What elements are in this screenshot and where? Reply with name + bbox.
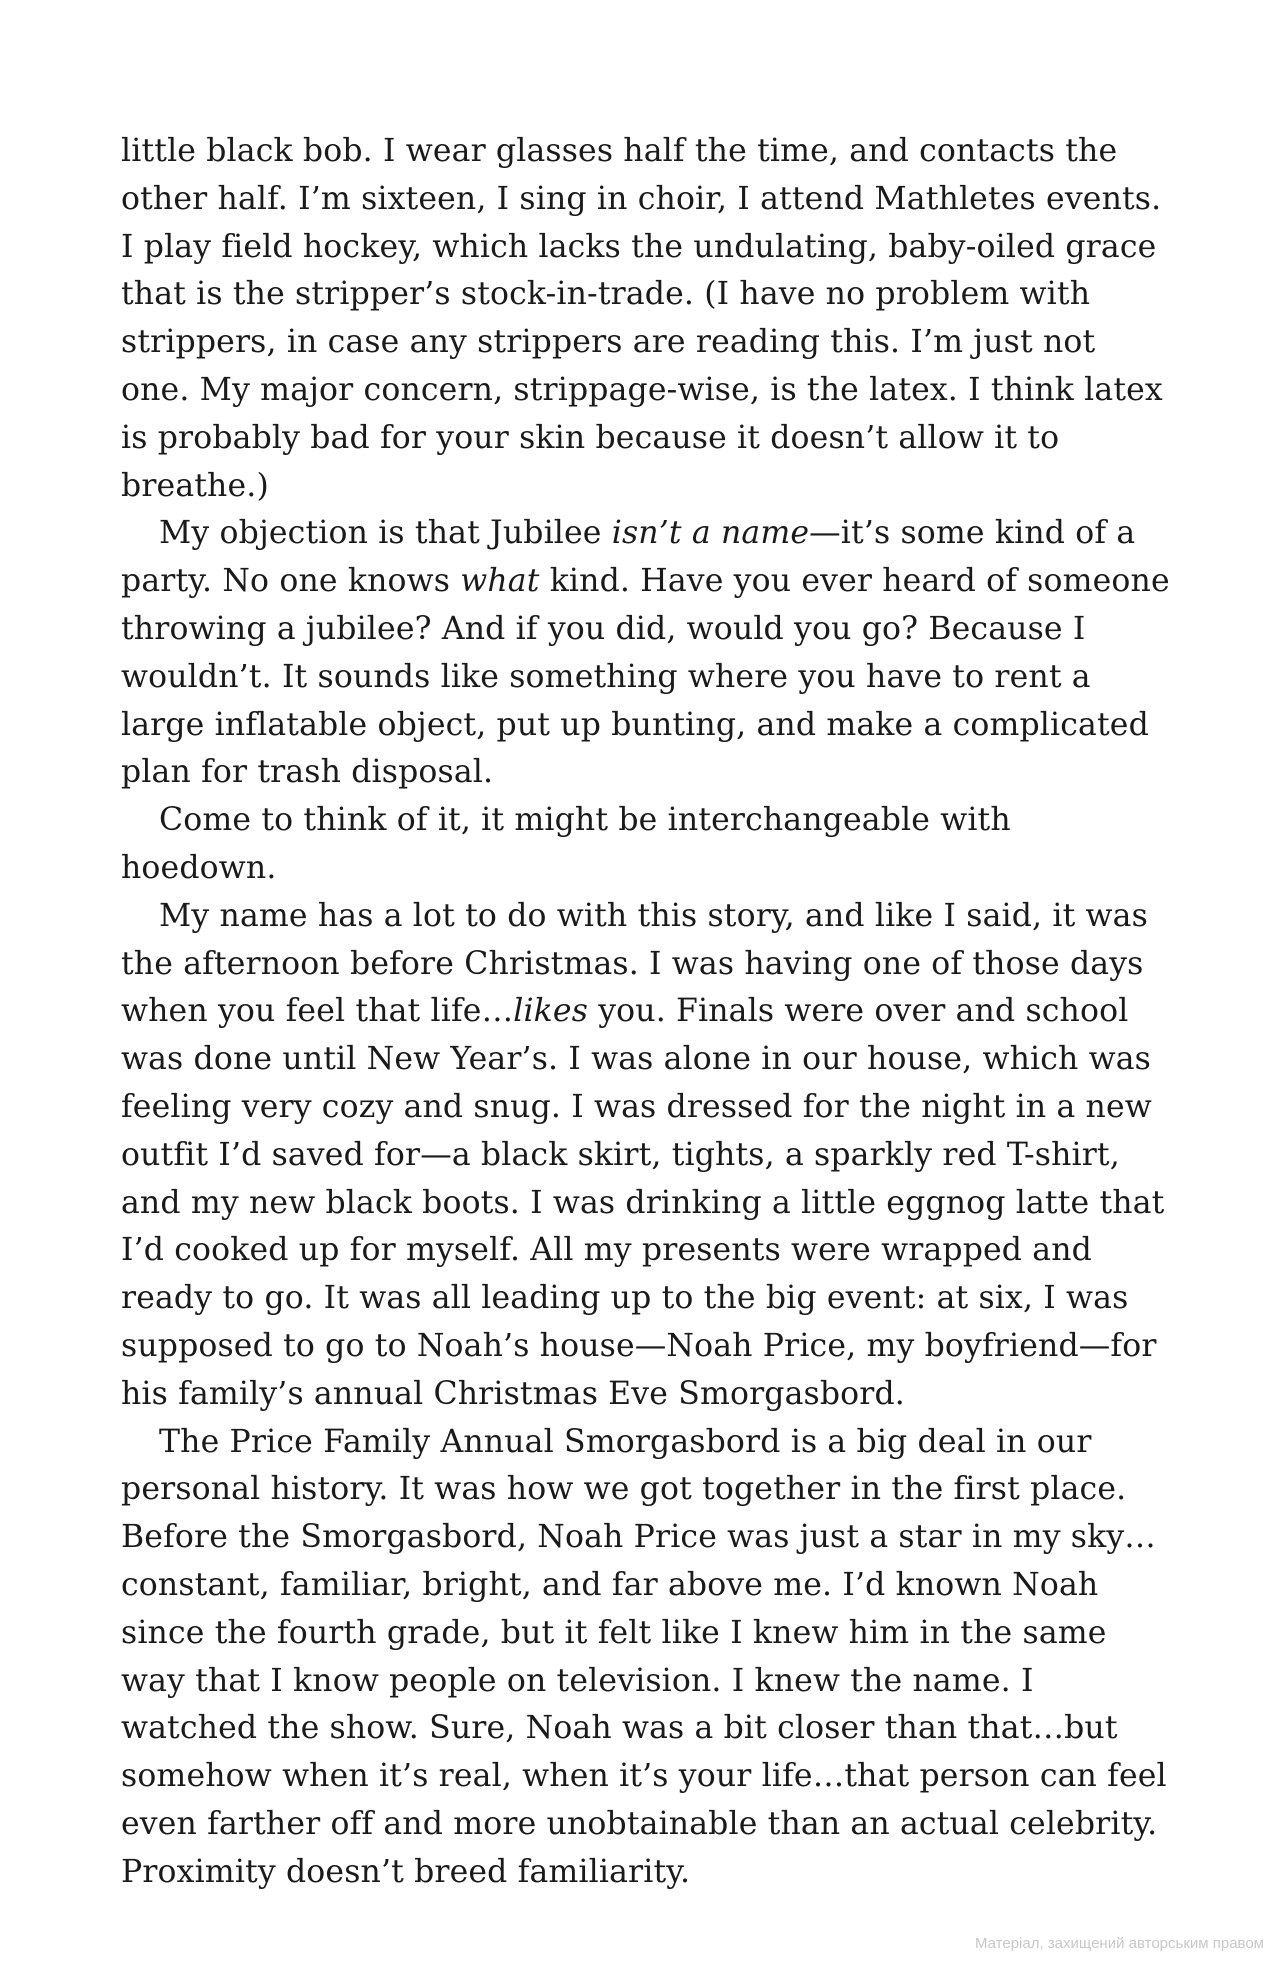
paragraph-2-run-5: kind. Have you ever heard of someone throwing a jubilee? And if you did, would you go? Because I wouldn’t. It sounds like something where you have to rent a large inflatable object, put up bunting, and make a complicated plan for trash disposal. [121, 563, 1170, 791]
paragraph-2-italic-what: what [460, 563, 540, 600]
paragraph-4-italic-likes: likes [513, 993, 589, 1030]
paragraph-2 [121, 510, 1171, 797]
paragraph-2-italic-isnt-a-name: isn’t a name [611, 515, 810, 552]
paragraph-1 [121, 128, 1171, 510]
paragraph-4-run-3: you. Finals were over and school was done until New Year’s. I was alone in our house, which was feeling very cozy and snug. I was dressed for the night in a new outfit I’d saved for—a black skirt, tights, a sparkly red T-shirt, and my new black boots. I was drinking a little eggnog latte that I’d cooked up for myself. All my presents were wrapped and ready to go. It was all leading up to the big event: at six, I was supposed to go to Noah’s house—Noah Price, my boyfriend—for his family’s annual Christmas Eve Smorgasbord. [121, 993, 1165, 1412]
paragraph-5 [121, 1419, 1171, 1897]
paragraph-3 [121, 797, 1171, 893]
paragraph-2-run-1: My objection is that Jubilee [159, 515, 612, 552]
paragraph-5-run-1: The Price Family Annual Smorgasbord is a big deal in our personal history. It was how we got together in the first place. Before the Smorgasbord, Noah Price was just a star in my sky… constant, familiar, bright, and far above me. I’d known Noah since the fourth grade, but it felt like I knew him in the same way that I know people on television. I knew the name. I watched the show. Sure, Noah was a bit closer than that…but somehow when it’s real, when it’s your life…that person can feel even farther off and more unobtainable than an actual celebrity. Proximity doesn’t breed familiarity. [121, 1423, 1167, 1890]
paragraph-4-run-1: My name has a lot to do with this story, and like I said, it was the afternoon before Christmas. I was having one of those days when you feel that life… [121, 897, 1148, 1030]
paragraph-4 [121, 893, 1171, 1419]
copyright-watermark: Матеріал, захищений авторським правом [974, 1935, 1264, 1952]
paragraph-2-run-3: —it’s some kind of a party. No one knows [121, 515, 1136, 600]
paragraph-3-run-1: Come to think of it, it might be interchangeable with hoedown. [121, 802, 1011, 886]
book-page-text [121, 128, 1171, 1896]
paragraph-1-run-1: little black bob. I wear glasses half the time, and contacts the other half. I’m sixteen, I sing in choir, I attend Mathletes events. I play field hockey, which lacks the undulating, baby-oiled grace that is the stripper’s stock-in-trade. (I have no problem with strippers, in case any strippers are reading this. I’m just not one. My major concern, strippage-wise, is the latex. I think latex is probably bad for your skin because it doesn’t allow it to breathe.) [121, 133, 1163, 504]
